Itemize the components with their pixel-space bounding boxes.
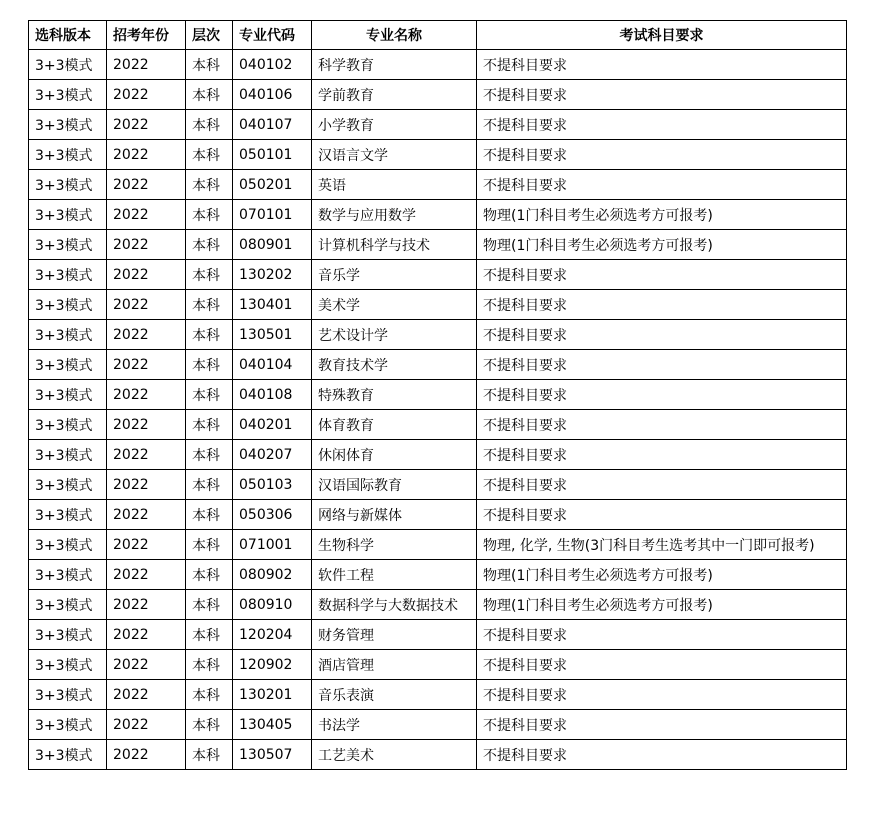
requirement-cell: 不提科目要求 bbox=[477, 680, 847, 710]
requirement-cell: 不提科目要求 bbox=[477, 440, 847, 470]
version-cell: 3+3模式 bbox=[29, 170, 107, 200]
year-cell: 2022 bbox=[107, 560, 186, 590]
major-code-cell: 130501 bbox=[233, 320, 312, 350]
major-code-cell: 040107 bbox=[233, 110, 312, 140]
table-container bbox=[28, 20, 847, 770]
table-row bbox=[29, 80, 847, 110]
year-cell: 2022 bbox=[107, 110, 186, 140]
year-cell: 2022 bbox=[107, 140, 186, 170]
major-code-cell: 120902 bbox=[233, 650, 312, 680]
major-name-cell: 汉语国际教育 bbox=[312, 470, 477, 500]
level-cell: 本科 bbox=[186, 650, 233, 680]
major-name-cell: 数据科学与大数据技术 bbox=[312, 590, 477, 620]
requirement-cell: 物理(1门科目考生必须选考方可报考) bbox=[477, 560, 847, 590]
level-cell: 本科 bbox=[186, 470, 233, 500]
requirement-cell: 不提科目要求 bbox=[477, 380, 847, 410]
year-cell: 2022 bbox=[107, 380, 186, 410]
requirement-cell: 不提科目要求 bbox=[477, 140, 847, 170]
level-cell: 本科 bbox=[186, 110, 233, 140]
requirement-cell: 不提科目要求 bbox=[477, 320, 847, 350]
version-cell: 3+3模式 bbox=[29, 290, 107, 320]
version-cell: 3+3模式 bbox=[29, 410, 107, 440]
year-cell: 2022 bbox=[107, 620, 186, 650]
table-row bbox=[29, 260, 847, 290]
major-code-cell: 040207 bbox=[233, 440, 312, 470]
major-code-cell: 040104 bbox=[233, 350, 312, 380]
year-cell: 2022 bbox=[107, 440, 186, 470]
header-cell-major-name: 专业名称 bbox=[312, 21, 477, 50]
level-cell: 本科 bbox=[186, 80, 233, 110]
level-cell: 本科 bbox=[186, 170, 233, 200]
version-cell: 3+3模式 bbox=[29, 620, 107, 650]
major-name-cell: 财务管理 bbox=[312, 620, 477, 650]
major-code-cell: 080902 bbox=[233, 560, 312, 590]
major-code-cell: 050103 bbox=[233, 470, 312, 500]
level-cell: 本科 bbox=[186, 410, 233, 440]
table-row bbox=[29, 740, 847, 770]
major-code-cell: 080901 bbox=[233, 230, 312, 260]
table-row bbox=[29, 110, 847, 140]
version-cell: 3+3模式 bbox=[29, 230, 107, 260]
major-code-cell: 050101 bbox=[233, 140, 312, 170]
version-cell: 3+3模式 bbox=[29, 740, 107, 770]
table-row bbox=[29, 290, 847, 320]
major-name-cell: 教育技术学 bbox=[312, 350, 477, 380]
requirement-cell: 物理(1门科目考生必须选考方可报考) bbox=[477, 590, 847, 620]
major-code-cell: 040201 bbox=[233, 410, 312, 440]
year-cell: 2022 bbox=[107, 230, 186, 260]
year-cell: 2022 bbox=[107, 290, 186, 320]
level-cell: 本科 bbox=[186, 620, 233, 650]
version-cell: 3+3模式 bbox=[29, 110, 107, 140]
major-name-cell: 网络与新媒体 bbox=[312, 500, 477, 530]
major-name-cell: 音乐表演 bbox=[312, 680, 477, 710]
level-cell: 本科 bbox=[186, 350, 233, 380]
requirement-cell: 不提科目要求 bbox=[477, 290, 847, 320]
major-name-cell: 书法学 bbox=[312, 710, 477, 740]
version-cell: 3+3模式 bbox=[29, 200, 107, 230]
level-cell: 本科 bbox=[186, 740, 233, 770]
version-cell: 3+3模式 bbox=[29, 320, 107, 350]
major-code-cell: 071001 bbox=[233, 530, 312, 560]
year-cell: 2022 bbox=[107, 590, 186, 620]
requirement-cell: 物理(1门科目考生必须选考方可报考) bbox=[477, 200, 847, 230]
major-name-cell: 小学教育 bbox=[312, 110, 477, 140]
table-row bbox=[29, 170, 847, 200]
year-cell: 2022 bbox=[107, 650, 186, 680]
subject-requirements-table bbox=[28, 20, 847, 770]
requirement-cell: 不提科目要求 bbox=[477, 650, 847, 680]
level-cell: 本科 bbox=[186, 320, 233, 350]
level-cell: 本科 bbox=[186, 560, 233, 590]
major-name-cell: 休闲体育 bbox=[312, 440, 477, 470]
version-cell: 3+3模式 bbox=[29, 710, 107, 740]
major-name-cell: 酒店管理 bbox=[312, 650, 477, 680]
year-cell: 2022 bbox=[107, 470, 186, 500]
version-cell: 3+3模式 bbox=[29, 50, 107, 80]
year-cell: 2022 bbox=[107, 680, 186, 710]
major-code-cell: 130507 bbox=[233, 740, 312, 770]
level-cell: 本科 bbox=[186, 530, 233, 560]
requirement-cell: 不提科目要求 bbox=[477, 710, 847, 740]
major-name-cell: 汉语言文学 bbox=[312, 140, 477, 170]
table-row bbox=[29, 710, 847, 740]
table-row bbox=[29, 350, 847, 380]
table-row bbox=[29, 500, 847, 530]
requirement-cell: 不提科目要求 bbox=[477, 110, 847, 140]
requirement-cell: 不提科目要求 bbox=[477, 470, 847, 500]
table-row bbox=[29, 650, 847, 680]
major-code-cell: 120204 bbox=[233, 620, 312, 650]
table-row bbox=[29, 590, 847, 620]
major-code-cell: 130202 bbox=[233, 260, 312, 290]
major-name-cell: 音乐学 bbox=[312, 260, 477, 290]
version-cell: 3+3模式 bbox=[29, 350, 107, 380]
table-row bbox=[29, 560, 847, 590]
level-cell: 本科 bbox=[186, 440, 233, 470]
requirement-cell: 物理, 化学, 生物(3门科目考生选考其中一门即可报考) bbox=[477, 530, 847, 560]
requirement-cell: 不提科目要求 bbox=[477, 260, 847, 290]
year-cell: 2022 bbox=[107, 50, 186, 80]
level-cell: 本科 bbox=[186, 260, 233, 290]
table-row bbox=[29, 320, 847, 350]
year-cell: 2022 bbox=[107, 410, 186, 440]
year-cell: 2022 bbox=[107, 350, 186, 380]
major-name-cell: 特殊教育 bbox=[312, 380, 477, 410]
table-header bbox=[29, 21, 847, 50]
level-cell: 本科 bbox=[186, 200, 233, 230]
header-cell-major-code: 专业代码 bbox=[233, 21, 312, 50]
requirement-cell: 不提科目要求 bbox=[477, 50, 847, 80]
requirement-cell: 不提科目要求 bbox=[477, 350, 847, 380]
table-row bbox=[29, 140, 847, 170]
header-cell-version: 选科版本 bbox=[29, 21, 107, 50]
version-cell: 3+3模式 bbox=[29, 380, 107, 410]
table-row bbox=[29, 50, 847, 80]
major-name-cell: 美术学 bbox=[312, 290, 477, 320]
year-cell: 2022 bbox=[107, 260, 186, 290]
version-cell: 3+3模式 bbox=[29, 260, 107, 290]
requirement-cell: 物理(1门科目考生必须选考方可报考) bbox=[477, 230, 847, 260]
major-name-cell: 艺术设计学 bbox=[312, 320, 477, 350]
table-row bbox=[29, 410, 847, 440]
table-row bbox=[29, 230, 847, 260]
level-cell: 本科 bbox=[186, 500, 233, 530]
table-body bbox=[29, 50, 847, 770]
level-cell: 本科 bbox=[186, 380, 233, 410]
major-code-cell: 040102 bbox=[233, 50, 312, 80]
requirement-cell: 不提科目要求 bbox=[477, 170, 847, 200]
year-cell: 2022 bbox=[107, 170, 186, 200]
year-cell: 2022 bbox=[107, 80, 186, 110]
year-cell: 2022 bbox=[107, 500, 186, 530]
year-cell: 2022 bbox=[107, 710, 186, 740]
version-cell: 3+3模式 bbox=[29, 470, 107, 500]
year-cell: 2022 bbox=[107, 200, 186, 230]
table-row bbox=[29, 470, 847, 500]
table-row bbox=[29, 680, 847, 710]
major-code-cell: 130405 bbox=[233, 710, 312, 740]
major-name-cell: 计算机科学与技术 bbox=[312, 230, 477, 260]
table-row bbox=[29, 200, 847, 230]
requirement-cell: 不提科目要求 bbox=[477, 80, 847, 110]
major-code-cell: 070101 bbox=[233, 200, 312, 230]
year-cell: 2022 bbox=[107, 740, 186, 770]
version-cell: 3+3模式 bbox=[29, 80, 107, 110]
level-cell: 本科 bbox=[186, 290, 233, 320]
major-code-cell: 040106 bbox=[233, 80, 312, 110]
level-cell: 本科 bbox=[186, 230, 233, 260]
version-cell: 3+3模式 bbox=[29, 530, 107, 560]
table-row bbox=[29, 530, 847, 560]
level-cell: 本科 bbox=[186, 590, 233, 620]
version-cell: 3+3模式 bbox=[29, 560, 107, 590]
major-name-cell: 工艺美术 bbox=[312, 740, 477, 770]
table-row bbox=[29, 620, 847, 650]
version-cell: 3+3模式 bbox=[29, 650, 107, 680]
header-row bbox=[29, 21, 847, 50]
level-cell: 本科 bbox=[186, 50, 233, 80]
major-code-cell: 130201 bbox=[233, 680, 312, 710]
requirement-cell: 不提科目要求 bbox=[477, 500, 847, 530]
requirement-cell: 不提科目要求 bbox=[477, 620, 847, 650]
header-cell-year: 招考年份 bbox=[107, 21, 186, 50]
level-cell: 本科 bbox=[186, 680, 233, 710]
major-name-cell: 科学教育 bbox=[312, 50, 477, 80]
version-cell: 3+3模式 bbox=[29, 680, 107, 710]
major-name-cell: 软件工程 bbox=[312, 560, 477, 590]
year-cell: 2022 bbox=[107, 530, 186, 560]
header-cell-requirement: 考试科目要求 bbox=[477, 21, 847, 50]
requirement-cell: 不提科目要求 bbox=[477, 740, 847, 770]
version-cell: 3+3模式 bbox=[29, 140, 107, 170]
major-name-cell: 体育教育 bbox=[312, 410, 477, 440]
major-code-cell: 080910 bbox=[233, 590, 312, 620]
version-cell: 3+3模式 bbox=[29, 440, 107, 470]
major-name-cell: 数学与应用数学 bbox=[312, 200, 477, 230]
table-row bbox=[29, 440, 847, 470]
level-cell: 本科 bbox=[186, 140, 233, 170]
major-code-cell: 040108 bbox=[233, 380, 312, 410]
major-name-cell: 英语 bbox=[312, 170, 477, 200]
version-cell: 3+3模式 bbox=[29, 590, 107, 620]
major-code-cell: 050201 bbox=[233, 170, 312, 200]
version-cell: 3+3模式 bbox=[29, 500, 107, 530]
major-code-cell: 130401 bbox=[233, 290, 312, 320]
major-name-cell: 生物科学 bbox=[312, 530, 477, 560]
table-row bbox=[29, 380, 847, 410]
requirement-cell: 不提科目要求 bbox=[477, 410, 847, 440]
major-name-cell: 学前教育 bbox=[312, 80, 477, 110]
header-cell-level: 层次 bbox=[186, 21, 233, 50]
major-code-cell: 050306 bbox=[233, 500, 312, 530]
level-cell: 本科 bbox=[186, 710, 233, 740]
year-cell: 2022 bbox=[107, 320, 186, 350]
